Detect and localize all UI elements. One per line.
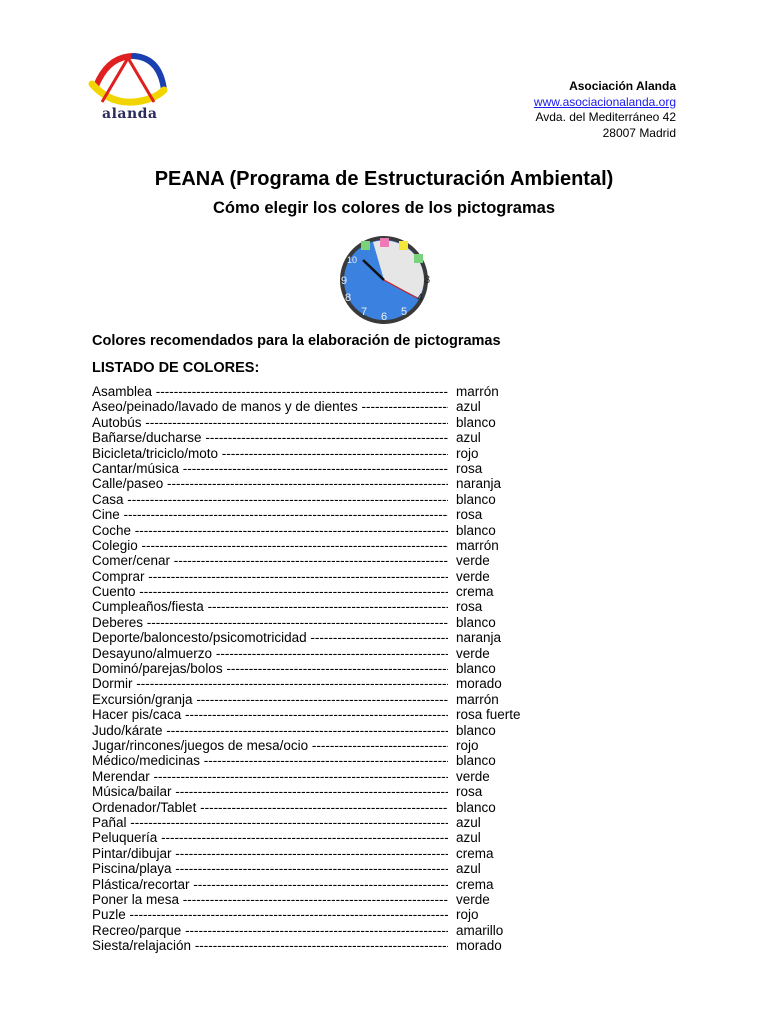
list-item (92, 492, 532, 507)
activity-label: Médico/medicinas ----- (92, 753, 448, 768)
color-value: verde (456, 891, 490, 907)
list-item (92, 846, 532, 861)
clock-number: 8 (345, 292, 352, 304)
color-value: rojo (456, 445, 479, 461)
activity-label: Casa ----- (92, 492, 448, 507)
list-item (92, 753, 532, 768)
activity-label: Hacer pis/caca ----- (92, 707, 448, 722)
list-item (92, 553, 532, 568)
list-item (92, 661, 532, 676)
pink-card-icon (380, 238, 389, 247)
color-value: blanco (456, 491, 496, 507)
activity-label: Bañarse/ducharse ----- (92, 430, 448, 445)
activity-label: Judo/kárate ----- (92, 723, 448, 738)
activity-label: Pañal ----- (92, 815, 448, 830)
activity-label: Piscina/playa ----- (92, 861, 448, 876)
list-heading: LISTADO DE COLORES: (92, 360, 260, 376)
list-item (92, 877, 532, 892)
activity-label: Puzle ----- (92, 907, 448, 922)
color-value: rosa fuerte (456, 707, 521, 723)
list-item (92, 646, 532, 661)
color-value: rosa (456, 460, 483, 476)
activity-label: Calle/paseo ----- (92, 476, 448, 491)
color-value: morado (456, 676, 502, 692)
list-item (92, 384, 532, 399)
color-value: azul (456, 430, 481, 446)
activity-label: Pintar/dibujar ----- (92, 846, 448, 861)
color-value: blanco (456, 722, 496, 738)
color-value: blanco (456, 799, 496, 815)
logo-text: alanda (102, 106, 158, 122)
logo-arcs-icon (88, 50, 170, 110)
activity-label: Excursión/granja ----- (92, 692, 448, 707)
list-item (92, 676, 532, 691)
color-value: naranja (456, 476, 502, 492)
color-value: azul (456, 399, 481, 415)
list-item (92, 892, 532, 907)
list-item (92, 692, 532, 707)
org-name: Asociación Alanda (569, 79, 676, 93)
activity-label: Aseo/peinado/lavado de manos y de dientes ----- (92, 399, 448, 414)
color-value: blanco (456, 753, 496, 769)
color-value: verde (456, 568, 490, 584)
green-card-icon (361, 241, 370, 250)
activity-label: Plástica/recortar ----- (92, 877, 448, 892)
list-item (92, 399, 532, 414)
activity-label: Cine ----- (92, 507, 448, 522)
activity-label: Cuento ----- (92, 584, 448, 599)
color-value: azul (456, 861, 481, 877)
activity-label: Colegio ----- (92, 538, 448, 553)
color-value: rosa (456, 784, 483, 800)
section-heading: Colores recomendados para la elaboración de pictogramas (92, 333, 501, 349)
list-item (92, 861, 532, 876)
list-item (92, 769, 532, 784)
list-item (92, 523, 532, 538)
color-value: crema (456, 845, 494, 861)
activity-label: Comprar ----- (92, 569, 448, 584)
activity-label: Comer/cenar ----- (92, 553, 448, 568)
color-value: rosa (456, 599, 483, 615)
list-item (92, 923, 532, 938)
list-item (92, 507, 532, 522)
activity-label: Recreo/parque ----- (92, 923, 448, 938)
color-value: marrón (456, 537, 499, 553)
activity-label: Ordenador/Tablet ----- (92, 800, 448, 815)
color-value: verde (456, 553, 490, 569)
activity-label: Deberes ----- (92, 615, 448, 630)
list-item (92, 707, 532, 722)
organization-info (534, 79, 676, 141)
list-item (92, 815, 532, 830)
color-value: rosa (456, 507, 483, 523)
color-value: naranja (456, 630, 502, 646)
alanda-logo (88, 50, 170, 124)
clock-number: 5 (401, 306, 408, 318)
activity-label: Jugar/rincones/juegos de mesa/ocio ----- (92, 738, 448, 753)
green-card-icon-2 (414, 254, 423, 263)
clock-number: 9 (341, 275, 348, 287)
activity-label: Bicicleta/triciclo/moto ----- (92, 446, 448, 461)
activity-label: Coche ----- (92, 523, 448, 538)
address-line2: 28007 Madrid (602, 125, 676, 140)
list-item (92, 938, 532, 953)
list-item (92, 800, 532, 815)
activity-label: Música/bailar ----- (92, 784, 448, 799)
activity-label: Autobús ----- (92, 415, 448, 430)
list-item (92, 430, 532, 445)
color-value: blanco (456, 614, 496, 630)
clock-number: 3 (424, 274, 431, 286)
color-value: rojo (456, 907, 479, 923)
list-item (92, 630, 532, 645)
list-item (92, 461, 532, 476)
color-value: verde (456, 768, 490, 784)
yellow-card-icon (399, 241, 408, 250)
color-value: amarillo (456, 922, 504, 938)
color-value: marrón (456, 384, 499, 399)
clock-number: 6 (381, 311, 388, 323)
website-link[interactable]: www.asociacionalanda.org (533, 94, 676, 109)
activity-label: Deporte/baloncesto/psicomotricidad ----- (92, 630, 448, 645)
page-title: PEANA (Programa de Estructuración Ambiental) (154, 168, 614, 190)
activity-label: Desayuno/almuerzo ----- (92, 646, 448, 661)
activity-label: Dormir ----- (92, 676, 448, 691)
activity-label: Cumpleaños/fiesta ----- (92, 599, 448, 614)
list-item (92, 723, 532, 738)
clock-number: 4 (417, 292, 424, 304)
list-item (92, 415, 532, 430)
address-line1: Avda. del Mediterráneo 42 (535, 110, 676, 124)
list-item (92, 907, 532, 922)
activity-label: Poner la mesa ----- (92, 892, 448, 907)
color-list (92, 384, 532, 953)
page-subtitle: Cómo elegir los colores de los pictogramas (212, 199, 555, 217)
clock-icon (333, 234, 435, 326)
activity-label: Asamblea ----- (92, 384, 448, 399)
list-item (92, 599, 532, 614)
activity-label: Dominó/parejas/bolos ----- (92, 661, 448, 676)
color-value: blanco (456, 661, 496, 677)
color-value: blanco (456, 522, 496, 538)
list-item (92, 584, 532, 599)
color-value: crema (456, 584, 494, 600)
color-value: marrón (456, 691, 499, 707)
color-value: morado (456, 938, 502, 954)
list-item (92, 738, 532, 753)
clock-number: 7 (361, 306, 368, 318)
color-value: crema (456, 876, 494, 892)
list-item (92, 615, 532, 630)
list-item (92, 446, 532, 461)
list-item (92, 830, 532, 845)
color-value: rojo (456, 737, 479, 753)
color-value: azul (456, 814, 481, 830)
activity-label: Siesta/relajación ----- (92, 938, 448, 953)
color-value: azul (456, 830, 481, 846)
list-item (92, 476, 532, 491)
activity-label: Cantar/música ----- (92, 461, 448, 476)
activity-label: Peluquería ----- (92, 830, 448, 845)
color-value: verde (456, 645, 490, 661)
clock-number: 10 (347, 255, 358, 265)
list-item (92, 784, 532, 799)
activity-label: Merendar ----- (92, 769, 448, 784)
list-item (92, 569, 532, 584)
list-item (92, 538, 532, 553)
color-value: blanco (456, 414, 496, 430)
